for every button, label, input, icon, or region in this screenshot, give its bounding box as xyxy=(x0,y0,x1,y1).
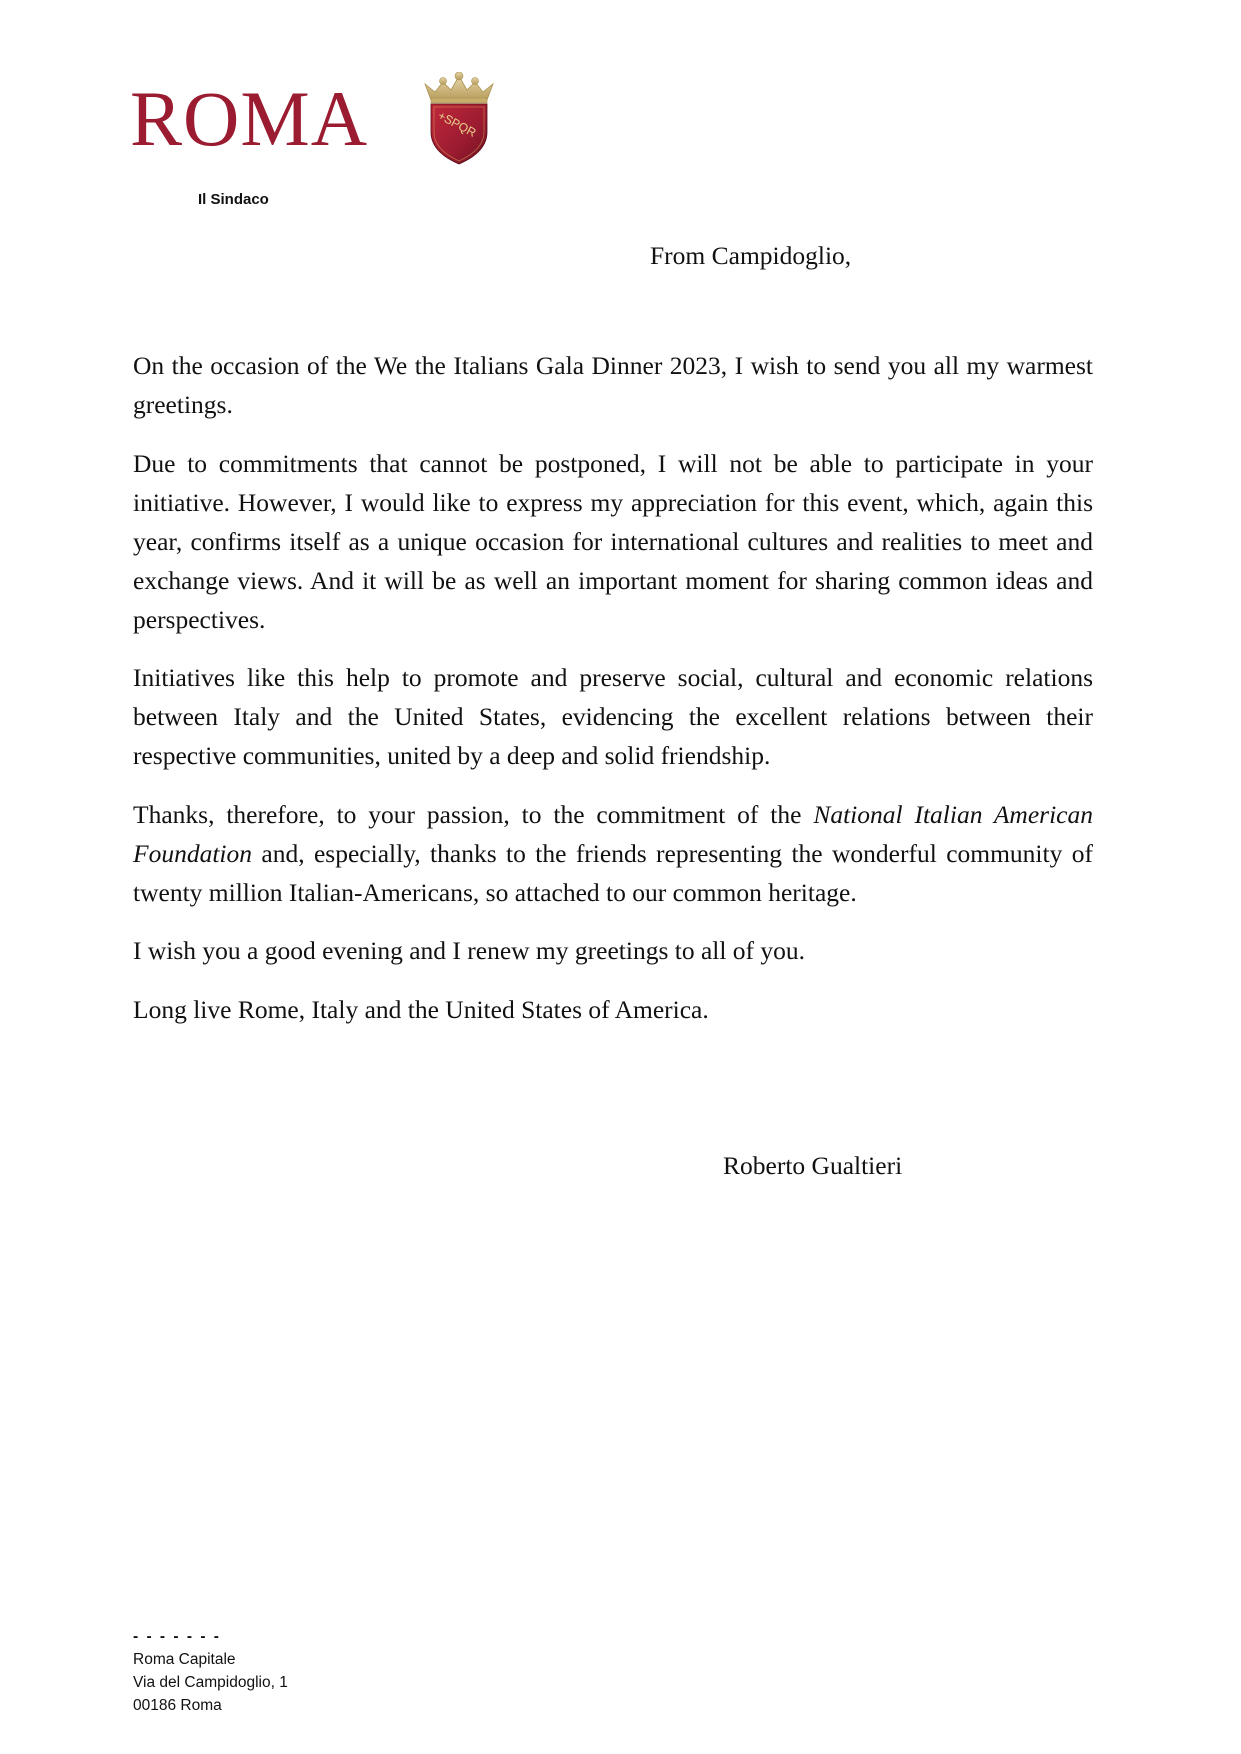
crest-spqr-text: +SPQR xyxy=(435,108,479,140)
paragraph-thanks xyxy=(133,795,1093,912)
foundation-name: National Italian American Foundation xyxy=(133,799,1093,868)
signature: Roberto Gualtieri xyxy=(723,1151,903,1180)
footer-line-org: Roma Capitale xyxy=(133,1651,236,1668)
paragraph-thanks-tail: and, especially, thanks to the friends representing the wonderful community of twenty million Italian-Americans, so attached to our common heritage. xyxy=(133,838,1093,907)
paragraph-apology: Due to commitments that cannot be postponed, I will not be able to participate in your initiative. However, I would like to express my appreciation for this event, which, again this year, confirms itself as a unique occasion for international cultures and realities to meet and exchange views. And it will be as well an important moment for sharing common ideas and perspectives. xyxy=(133,448,1093,634)
paragraph-long-live: Long live Rome, Italy and the United States of America. xyxy=(133,994,709,1024)
letter-body xyxy=(133,346,1093,1048)
office-title: Il Sindaco xyxy=(198,191,269,208)
spqr-crest-icon xyxy=(421,72,497,166)
paragraph-evening: I wish you a good evening and I renew my greetings to all of you. xyxy=(133,936,806,965)
crown-icon xyxy=(425,72,493,103)
dateline: From Campidoglio, xyxy=(650,241,852,270)
footer-separator: - - - - - - - xyxy=(133,1628,221,1645)
paragraph-relations: Initiatives like this help to promote and preserve social, cultural and economic relations between Italy and the United States, evidencing the excellent relations between their respective communities, united by a deep and solid friendship. xyxy=(133,663,1093,770)
footer-line-city: 00186 Roma xyxy=(133,1697,222,1714)
paragraph-greeting: On the occasion of the We the Italians Gala Dinner 2023, I wish to send you all my warmest greetings. xyxy=(133,351,1093,419)
footer-line-street: Via del Campidoglio, 1 xyxy=(133,1674,288,1691)
footer-address xyxy=(133,1630,288,1717)
roma-wordmark-logo: ROMA xyxy=(130,75,369,162)
paragraph-thanks-lead: Thanks, therefore, to your passion, to the commitment of the xyxy=(133,799,814,829)
